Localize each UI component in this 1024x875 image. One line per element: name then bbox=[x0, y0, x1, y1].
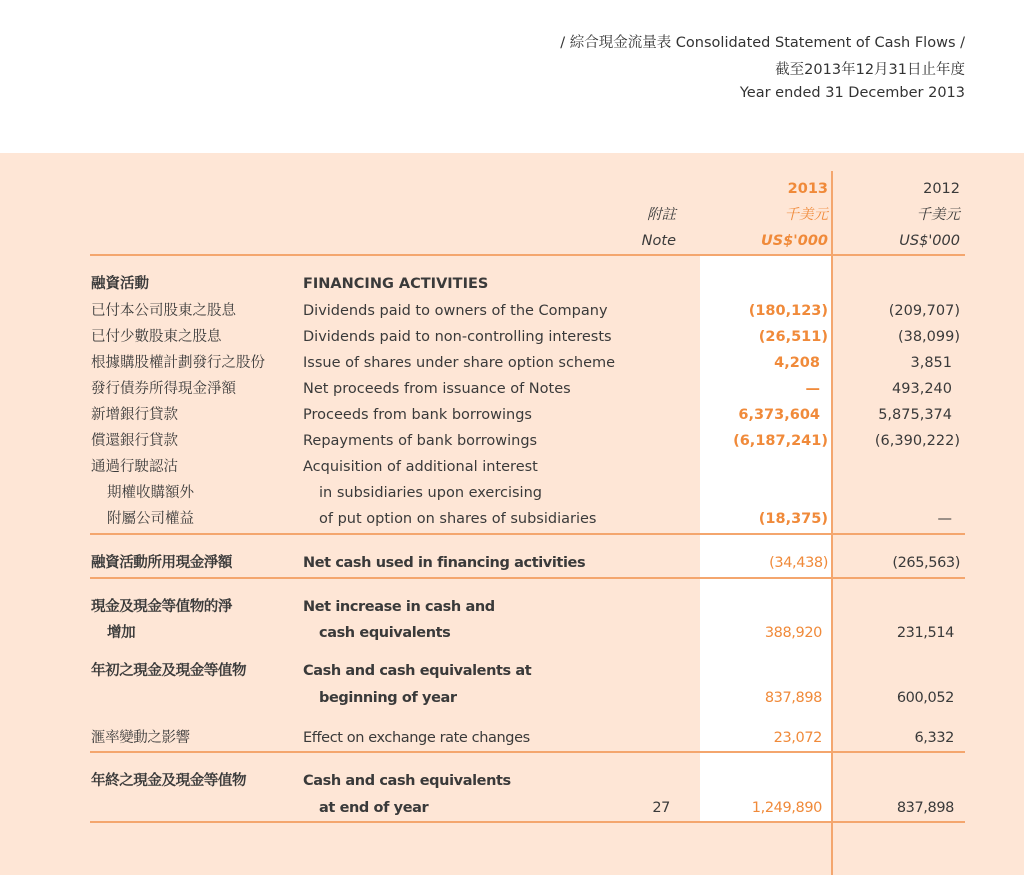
ending-label-zh: 年終之現金及現金等值物 bbox=[91, 773, 247, 789]
ending-label-en: at end of year bbox=[319, 800, 429, 816]
row-label-zh: 根據購股權計劃發行之股份 bbox=[91, 355, 265, 371]
row-label-zh: 已付少數股東之股息 bbox=[91, 329, 222, 345]
row-label-zh: 償還銀行貸款 bbox=[91, 433, 178, 449]
fx-label-en: Effect on exchange rate changes bbox=[303, 730, 530, 746]
row-value-2013: (6,187,241) bbox=[733, 433, 828, 449]
beginning-label-en: Cash and cash equivalents at bbox=[303, 663, 532, 679]
net-increase-2012: 231,514 bbox=[896, 625, 954, 641]
row-value-2012: (38,099) bbox=[897, 329, 960, 345]
row-label-en: Proceeds from bank borrowings bbox=[303, 407, 532, 423]
row-value-2012: 3,851 bbox=[910, 355, 952, 371]
col-2012-year: 2012 bbox=[923, 181, 960, 197]
row-label-en: Dividends paid to owners of the Company bbox=[303, 303, 608, 319]
net-increase-2013: 388,920 bbox=[764, 625, 822, 641]
column-divider bbox=[831, 171, 833, 875]
row-label-zh: 發行債券所得現金淨額 bbox=[91, 381, 236, 397]
net-increase-label-en: cash equivalents bbox=[319, 625, 451, 641]
col-2013-unit-en: US$'000 bbox=[760, 233, 828, 249]
period-zh: 截至2013年12月31日止年度 bbox=[775, 62, 965, 78]
row-value-2012: — bbox=[937, 511, 952, 527]
header-rule bbox=[90, 254, 965, 256]
col-2012-unit-en: US$'000 bbox=[899, 233, 960, 249]
fx-2013: 23,072 bbox=[773, 730, 822, 746]
fx-label-zh: 滙率變動之影響 bbox=[91, 730, 190, 746]
statement-title: / 綜合現金流量表 Consolidated Statement of Cash Flows / bbox=[560, 35, 965, 51]
row-value-2013: — bbox=[805, 381, 820, 397]
row-value-2013: (18,375) bbox=[758, 511, 828, 527]
net-increase-label-zh: 增加 bbox=[107, 625, 136, 641]
row-value-2012: 493,240 bbox=[892, 381, 952, 397]
beginning-2013: 837,898 bbox=[764, 690, 822, 706]
row-value-2013: (180,123) bbox=[748, 303, 828, 319]
ending-2013: 1,249,890 bbox=[751, 800, 822, 816]
row-value-2013: 4,208 bbox=[774, 355, 820, 371]
period-en: Year ended 31 December 2013 bbox=[739, 85, 965, 101]
subtotal-rule bbox=[90, 533, 965, 535]
row-label-en: Dividends paid to non-controlling interests bbox=[303, 329, 612, 345]
row-value-2012: 5,875,374 bbox=[878, 407, 952, 423]
col-2013-year: 2013 bbox=[787, 181, 828, 197]
row-label-zh: 期權收購額外 bbox=[107, 485, 194, 501]
row-label-en: Issue of shares under share option scheme bbox=[303, 355, 616, 371]
col-2013-unit-zh: 千美元 bbox=[784, 207, 828, 223]
row-value-2012: (6,390,222) bbox=[874, 433, 960, 449]
net-increase-label-en: Net increase in cash and bbox=[303, 599, 495, 615]
row-value-2013: (26,511) bbox=[758, 329, 828, 345]
row-label-zh: 已付本公司股東之股息 bbox=[91, 303, 236, 319]
row-value-2012: (209,707) bbox=[888, 303, 960, 319]
ending-label-en: Cash and cash equivalents bbox=[303, 773, 511, 789]
fx-2012: 6,332 bbox=[914, 730, 954, 746]
row-label-en: Acquisition of additional interest bbox=[303, 459, 538, 475]
note-header-zh: 附註 bbox=[647, 207, 676, 223]
net-increase-label-zh: 現金及現金等值物的淨 bbox=[91, 599, 232, 615]
closing-rule bbox=[90, 821, 965, 823]
section-title-en: FINANCING ACTIVITIES bbox=[303, 276, 489, 292]
col-2012-unit-zh: 千美元 bbox=[916, 207, 960, 223]
fx-rule bbox=[90, 751, 965, 753]
row-label-zh: 通過行駛認沽 bbox=[91, 459, 178, 475]
row-label-zh: 附屬公司權益 bbox=[107, 511, 194, 527]
net-financing-label-zh: 融資活動所用現金淨額 bbox=[91, 555, 232, 571]
row-label-en: of put option on shares of subsidiaries bbox=[319, 511, 597, 527]
ending-note: 27 bbox=[652, 800, 670, 816]
ending-2012: 837,898 bbox=[896, 800, 954, 816]
section-title-zh: 融資活動 bbox=[91, 276, 149, 292]
row-label-zh: 新增銀行貸款 bbox=[91, 407, 178, 423]
row-label-en: in subsidiaries upon exercising bbox=[319, 485, 542, 501]
beginning-2012: 600,052 bbox=[896, 690, 954, 706]
beginning-label-en: beginning of year bbox=[319, 690, 457, 706]
total-rule bbox=[90, 577, 965, 579]
net-financing-label-en: Net cash used in financing activities bbox=[303, 555, 586, 571]
beginning-label-zh: 年初之現金及現金等值物 bbox=[91, 663, 247, 679]
row-value-2013: 6,373,604 bbox=[738, 407, 820, 423]
net-financing-2012: (265,563) bbox=[892, 555, 960, 571]
note-header-en: Note bbox=[641, 233, 676, 249]
net-financing-2013: (34,438) bbox=[769, 555, 828, 571]
row-label-en: Net proceeds from issuance of Notes bbox=[303, 381, 571, 397]
row-label-en: Repayments of bank borrowings bbox=[303, 433, 538, 449]
